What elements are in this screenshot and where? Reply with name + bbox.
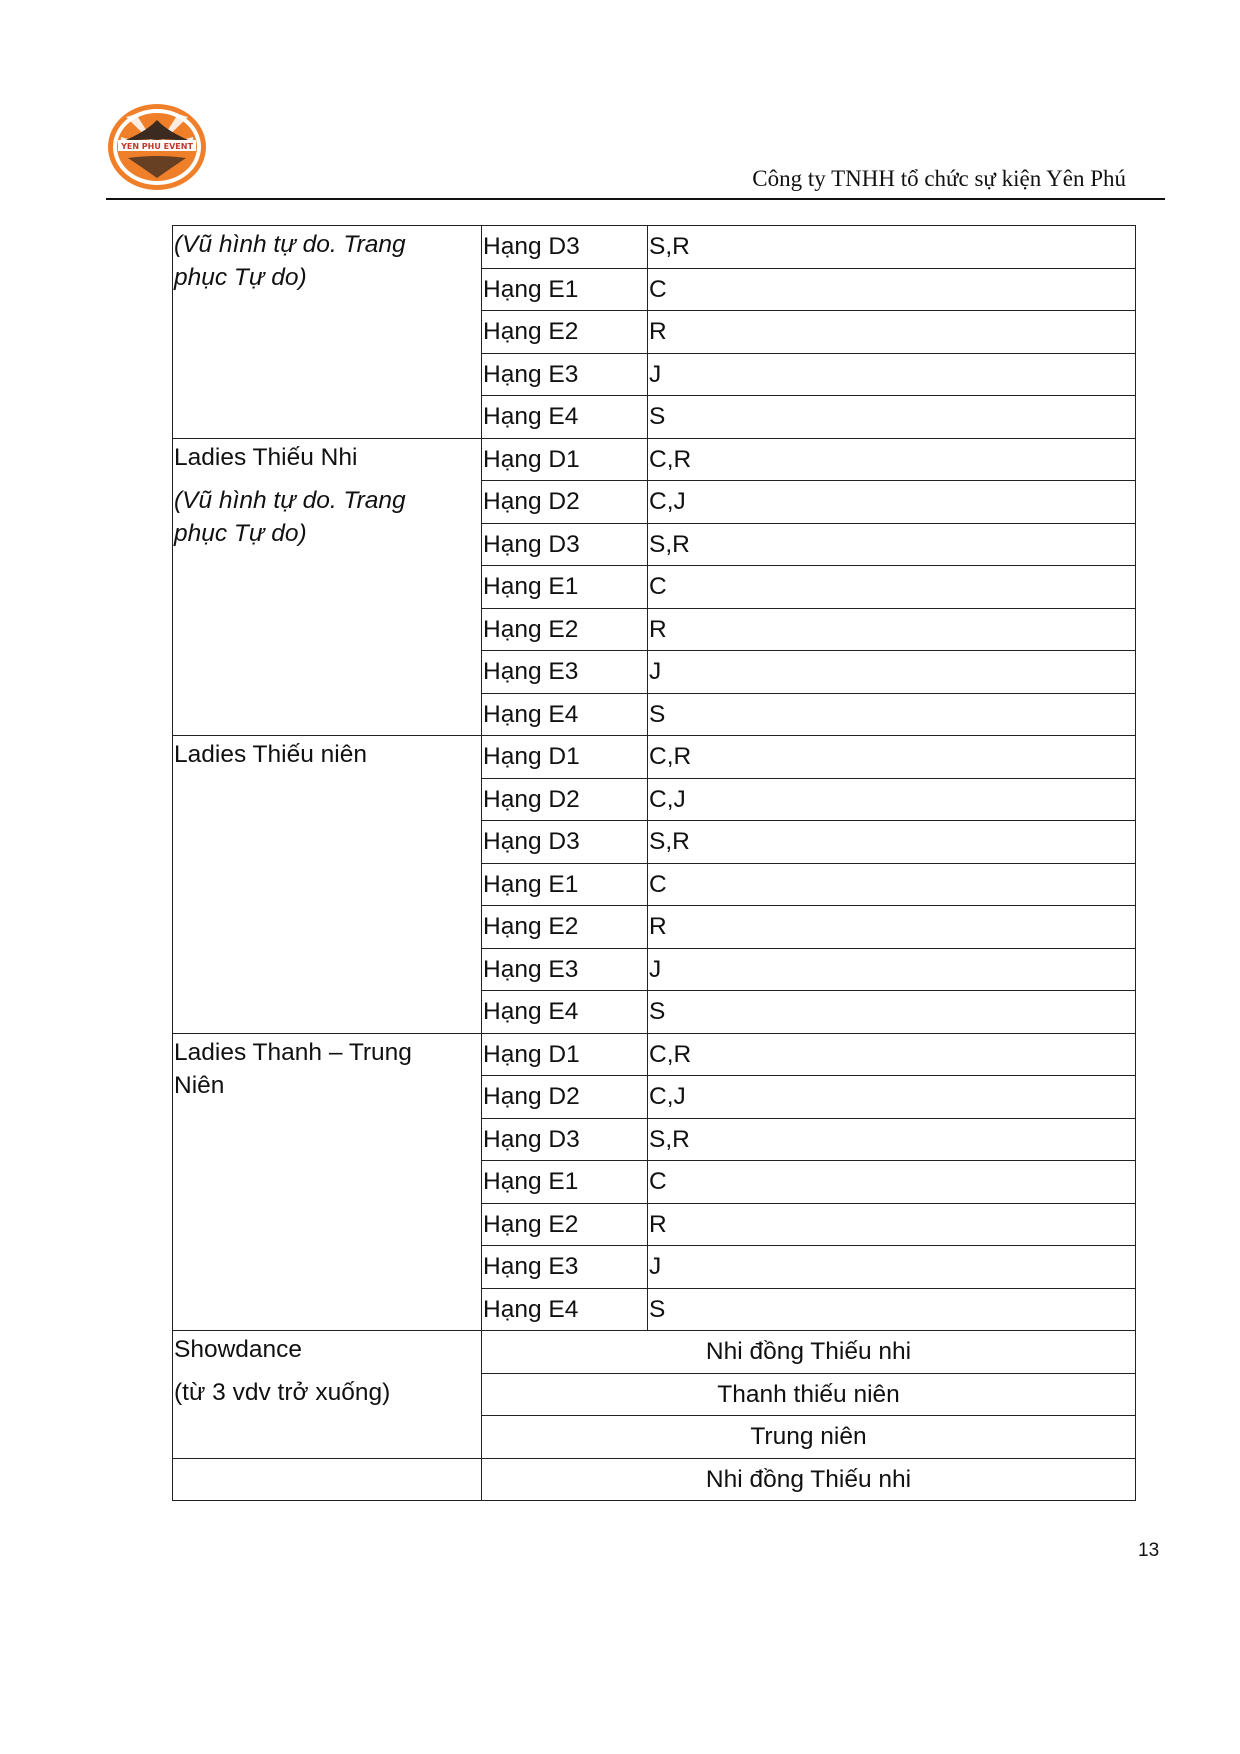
dances-cell: C,J: [648, 1076, 1136, 1119]
rank-cell: Hạng E3: [482, 1246, 648, 1289]
rank-cell: Hạng D3: [482, 226, 648, 269]
age-group-cell: Nhi đồng Thiếu nhi: [482, 1458, 1136, 1501]
rank-cell: Hạng E2: [482, 608, 648, 651]
rank-cell: Hạng E3: [482, 353, 648, 396]
rank-cell: Hạng E2: [482, 1203, 648, 1246]
category-label: Ladies Thiếu niên: [174, 741, 367, 768]
age-group-cell: Nhi đồng Thiếu nhi: [482, 1331, 1136, 1374]
page-number: 13: [1138, 1540, 1160, 1561]
rank-cell: Hạng D3: [482, 821, 648, 864]
dances-cell: C,R: [648, 736, 1136, 779]
company-name: Công ty TNHH tổ chức sự kiện Yên Phú: [752, 166, 1126, 191]
rank-cell: Hạng D2: [482, 778, 648, 821]
dances-cell: C,R: [648, 1033, 1136, 1076]
dances-cell: R: [648, 311, 1136, 354]
dances-cell: C,R: [648, 438, 1136, 481]
table-row: [173, 1033, 1136, 1076]
rank-cell: Hạng E4: [482, 1288, 648, 1331]
age-group-cell: Trung niên: [482, 1416, 1136, 1459]
category-note: (Vũ hình tự do. Trang: [174, 486, 406, 514]
rank-cell: Hạng E1: [482, 1161, 648, 1204]
category-label: Showdance: [174, 1336, 303, 1363]
dances-cell: C: [648, 863, 1136, 906]
category-cell: [173, 1033, 482, 1331]
category-note: (từ 3 vdv trở xuống): [174, 1379, 391, 1407]
dances-cell: S: [648, 693, 1136, 736]
rank-cell: Hạng E4: [482, 991, 648, 1034]
rank-cell: Hạng D2: [482, 1076, 648, 1119]
header-divider: [106, 198, 1165, 200]
dances-cell: C: [648, 566, 1136, 609]
category-cell: [173, 438, 482, 736]
empty-category-cell: [173, 1458, 482, 1501]
category-label: Niên: [174, 1071, 225, 1099]
category-cell: [173, 226, 482, 439]
spacer: [174, 1366, 480, 1376]
dances-cell: R: [648, 906, 1136, 949]
table-row: [173, 736, 1136, 779]
dances-cell: J: [648, 948, 1136, 991]
category-note: (Vũ hình tự do. Trang: [174, 231, 406, 258]
rank-cell: Hạng E2: [482, 906, 648, 949]
rank-cell: Hạng D2: [482, 481, 648, 524]
rank-cell: Hạng D3: [482, 1118, 648, 1161]
rank-cell: Hạng E4: [482, 396, 648, 439]
table-row: [173, 1331, 1136, 1374]
table-row: [173, 1458, 1136, 1501]
rank-cell: Hạng E3: [482, 651, 648, 694]
showdance-category-cell: [173, 1331, 482, 1459]
dances-cell: R: [648, 1203, 1136, 1246]
dances-cell: C: [648, 1161, 1136, 1204]
logo-text: YEN PHU EVENT: [121, 142, 193, 151]
dances-cell: S: [648, 1288, 1136, 1331]
rank-cell: Hạng E2: [482, 311, 648, 354]
dances-cell: S,R: [648, 821, 1136, 864]
table-row: [173, 438, 1136, 481]
dances-cell: J: [648, 651, 1136, 694]
category-cell: [173, 736, 482, 1034]
dances-cell: J: [648, 353, 1136, 396]
table-row: [173, 226, 1136, 269]
company-logo: [106, 102, 208, 192]
dances-cell: S,R: [648, 1118, 1136, 1161]
rank-cell: Hạng E1: [482, 863, 648, 906]
rank-cell: Hạng E4: [482, 693, 648, 736]
dances-cell: S: [648, 991, 1136, 1034]
dances-cell: C: [648, 268, 1136, 311]
dances-cell: S,R: [648, 523, 1136, 566]
dances-cell: S: [648, 396, 1136, 439]
category-label: Ladies Thanh – Trung: [174, 1038, 412, 1066]
category-note: phục Tự do): [174, 519, 307, 547]
dances-cell: R: [648, 608, 1136, 651]
dances-cell: C,J: [648, 481, 1136, 524]
rank-cell: Hạng D3: [482, 523, 648, 566]
rank-cell: Hạng D1: [482, 736, 648, 779]
rank-cell: Hạng E1: [482, 566, 648, 609]
dances-cell: S,R: [648, 226, 1136, 269]
age-group-cell: Thanh thiếu niên: [482, 1373, 1136, 1416]
dances-cell: C,J: [648, 778, 1136, 821]
rank-cell: Hạng D1: [482, 1033, 648, 1076]
spacer: [174, 474, 480, 484]
category-label: Ladies Thiếu Nhi: [174, 443, 358, 471]
category-note: phục Tự do): [174, 264, 307, 292]
dances-cell: J: [648, 1246, 1136, 1289]
rank-cell: Hạng E1: [482, 268, 648, 311]
rank-cell: Hạng E3: [482, 948, 648, 991]
competition-table: [172, 225, 1136, 1501]
rank-cell: Hạng D1: [482, 438, 648, 481]
